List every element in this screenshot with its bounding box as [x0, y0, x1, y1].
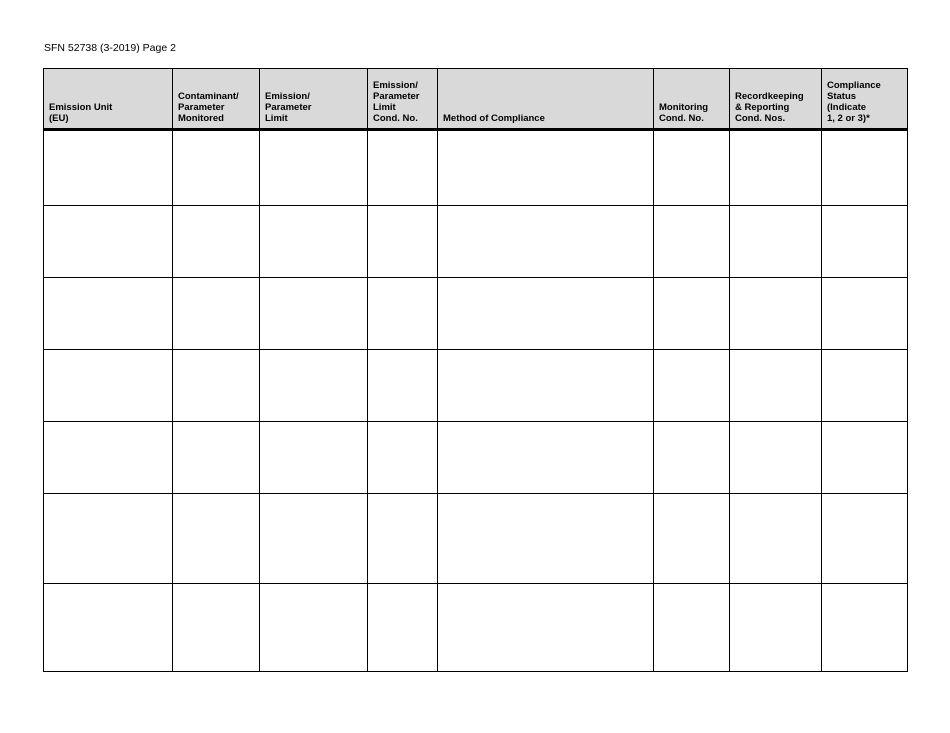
cell-monitoring-cond-no[interactable] [654, 494, 730, 584]
cell-monitoring-cond-no[interactable] [654, 206, 730, 278]
cell-emission-unit[interactable] [44, 494, 173, 584]
cell-contaminant[interactable] [173, 130, 260, 206]
cell-method-of-compliance[interactable] [438, 584, 654, 672]
cell-recordkeeping[interactable] [730, 494, 822, 584]
header-limit-cond-no: Emission/ Parameter Limit Cond. No. [368, 69, 438, 130]
table-row [44, 278, 908, 350]
cell-compliance-status[interactable] [822, 422, 908, 494]
header-emission-unit: Emission Unit (EU) [44, 69, 173, 130]
cell-contaminant[interactable] [173, 206, 260, 278]
cell-recordkeeping[interactable] [730, 130, 822, 206]
cell-emission-unit[interactable] [44, 584, 173, 672]
cell-method-of-compliance[interactable] [438, 350, 654, 422]
table-row [44, 494, 908, 584]
header-method-of-compliance: Method of Compliance [438, 69, 654, 130]
cell-recordkeeping[interactable] [730, 422, 822, 494]
cell-limit-cond-no[interactable] [368, 422, 438, 494]
cell-compliance-status[interactable] [822, 130, 908, 206]
cell-emission-limit[interactable] [260, 494, 368, 584]
cell-compliance-status[interactable] [822, 494, 908, 584]
table-header-row [44, 69, 908, 130]
table-row [44, 350, 908, 422]
header-contaminant: Contaminant/ Parameter Monitored [173, 69, 260, 130]
cell-method-of-compliance[interactable] [438, 494, 654, 584]
cell-recordkeeping[interactable] [730, 206, 822, 278]
table-row [44, 422, 908, 494]
cell-limit-cond-no[interactable] [368, 278, 438, 350]
cell-limit-cond-no[interactable] [368, 584, 438, 672]
cell-monitoring-cond-no[interactable] [654, 422, 730, 494]
cell-compliance-status[interactable] [822, 206, 908, 278]
cell-emission-limit[interactable] [260, 278, 368, 350]
header-monitoring-cond-no: Monitoring Cond. No. [654, 69, 730, 130]
cell-limit-cond-no[interactable] [368, 350, 438, 422]
cell-recordkeeping[interactable] [730, 350, 822, 422]
cell-emission-unit[interactable] [44, 278, 173, 350]
table-row [44, 130, 908, 206]
cell-emission-limit[interactable] [260, 130, 368, 206]
cell-emission-unit[interactable] [44, 422, 173, 494]
cell-recordkeeping[interactable] [730, 278, 822, 350]
cell-method-of-compliance[interactable] [438, 130, 654, 206]
header-recordkeeping: Recordkeeping & Reporting Cond. Nos. [730, 69, 822, 130]
cell-limit-cond-no[interactable] [368, 130, 438, 206]
cell-emission-unit[interactable] [44, 350, 173, 422]
table-body [44, 130, 908, 672]
cell-method-of-compliance[interactable] [438, 422, 654, 494]
header-compliance-status: Compliance Status (Indicate 1, 2 or 3)* [822, 69, 908, 130]
form-id-line: SFN 52738 (3-2019) Page 2 [44, 42, 176, 54]
cell-contaminant[interactable] [173, 584, 260, 672]
table-row [44, 206, 908, 278]
cell-contaminant[interactable] [173, 494, 260, 584]
cell-emission-limit[interactable] [260, 422, 368, 494]
cell-method-of-compliance[interactable] [438, 206, 654, 278]
cell-monitoring-cond-no[interactable] [654, 130, 730, 206]
cell-contaminant[interactable] [173, 278, 260, 350]
cell-emission-limit[interactable] [260, 350, 368, 422]
header-emission-limit: Emission/ Parameter Limit [260, 69, 368, 130]
cell-limit-cond-no[interactable] [368, 494, 438, 584]
cell-method-of-compliance[interactable] [438, 278, 654, 350]
cell-emission-unit[interactable] [44, 206, 173, 278]
cell-contaminant[interactable] [173, 422, 260, 494]
cell-compliance-status[interactable] [822, 278, 908, 350]
cell-contaminant[interactable] [173, 350, 260, 422]
cell-emission-limit[interactable] [260, 584, 368, 672]
cell-compliance-status[interactable] [822, 350, 908, 422]
cell-recordkeeping[interactable] [730, 584, 822, 672]
cell-limit-cond-no[interactable] [368, 206, 438, 278]
cell-monitoring-cond-no[interactable] [654, 584, 730, 672]
cell-compliance-status[interactable] [822, 584, 908, 672]
cell-emission-limit[interactable] [260, 206, 368, 278]
cell-monitoring-cond-no[interactable] [654, 278, 730, 350]
cell-monitoring-cond-no[interactable] [654, 350, 730, 422]
compliance-table [43, 68, 908, 672]
cell-emission-unit[interactable] [44, 130, 173, 206]
table-row [44, 584, 908, 672]
